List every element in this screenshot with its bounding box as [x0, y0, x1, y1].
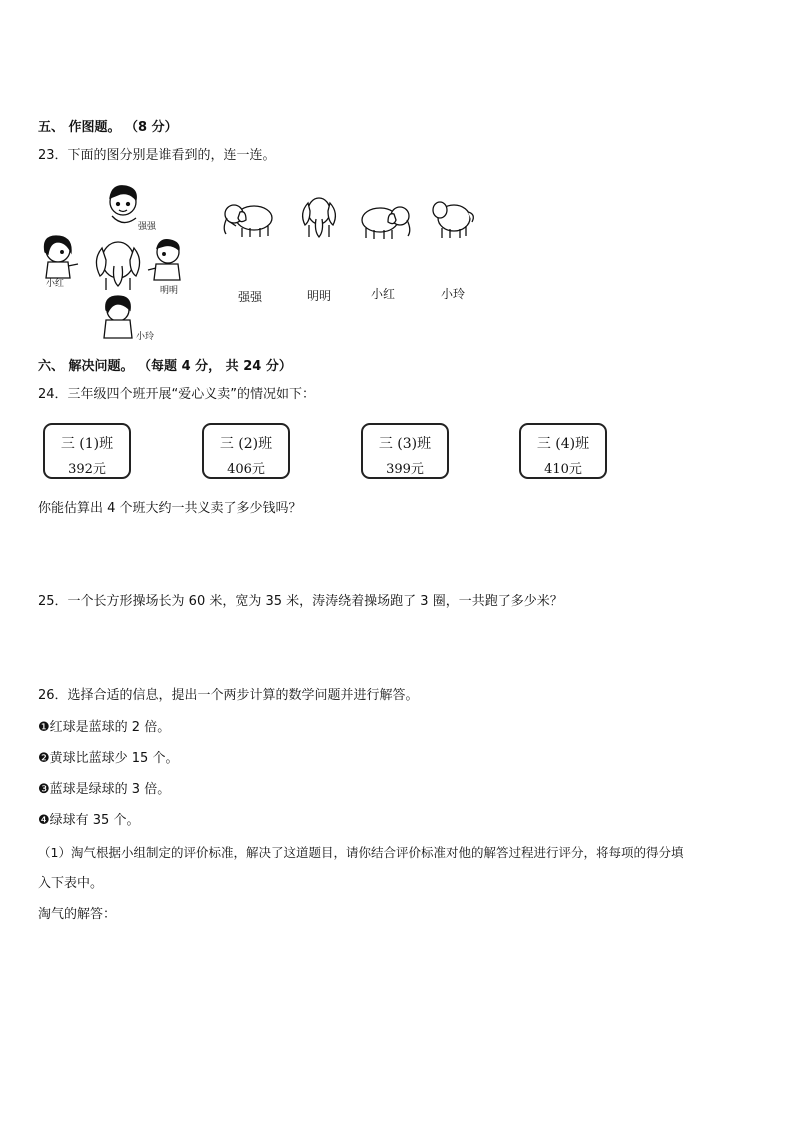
question-26: 26．选择合适的信息，提出一个两步计算的数学问题并进行解答。: [38, 688, 419, 703]
class-name: 三 (3)班: [378, 436, 432, 452]
answer-label: 淘气的解答：: [38, 907, 117, 922]
boy-qiangqiang-figure: [110, 186, 136, 223]
elephant-front-view: [299, 195, 339, 241]
girl-xiaoling-figure: [104, 296, 132, 338]
question-24-prompt: 你能估算出 4 个班大约一共义卖了多少钱吗？: [38, 501, 302, 516]
class-box-4: [519, 423, 607, 479]
info-item-3: ❸蓝球是绿球的 3 倍。: [38, 782, 171, 797]
sub-question-1-line1: （1）淘气根据小组制定的评价标准，解决了这道题目，请你结合评价标准对他的解答过程进行评分，将每项的得分填: [38, 845, 684, 860]
question-23: 23．下面的图分别是谁看到的，连一连。: [38, 148, 276, 163]
view-label-4: 小玲: [441, 287, 466, 301]
class-name: 三 (1)班: [60, 436, 114, 452]
label-qiangqiang: 强强: [138, 222, 157, 232]
girl-xiaohong-figure: [44, 236, 78, 278]
question-25: 25．一个长方形操场长为 60 米，宽为 35 米，涛涛绕着操场跑了 3 圈，一共跑了多少米？: [38, 594, 563, 609]
elephant-center-figure: [96, 242, 139, 290]
class-amount: 392元: [68, 462, 106, 477]
question-24: 24．三年级四个班开展“爱心义卖”的情况如下：: [38, 387, 316, 402]
class-amount: 410元: [544, 462, 582, 477]
info-item-4: ❹绿球有 35 个。: [38, 813, 140, 828]
class-box-3: [361, 423, 449, 479]
label-xiaohong: 小红: [46, 279, 65, 289]
class-name: 三 (4)班: [536, 436, 590, 452]
class-amount: 399元: [386, 462, 424, 477]
class-name: 三 (2)班: [219, 436, 273, 452]
class-box-2: [202, 423, 290, 479]
info-item-1: ❶红球是蓝球的 2 倍。: [38, 720, 171, 735]
observer-scene-illustration: [40, 180, 210, 345]
info-item-2: ❷黄球比蓝球少 15 个。: [38, 751, 179, 766]
label-xiaoling: 小玲: [136, 332, 155, 342]
view-label-2: 明明: [307, 289, 332, 303]
class-box-1: [43, 423, 131, 479]
section6-heading: 六、 解决问题。 （每题 4 分， 共 24 分）: [38, 359, 292, 374]
view-label-3: 小红: [371, 287, 396, 301]
elephant-side-view-1: [222, 200, 274, 240]
view-label-1: 强强: [238, 290, 263, 304]
class-amount: 406元: [227, 462, 265, 477]
label-mingming: 明明: [160, 286, 179, 296]
sub-question-1-line2: 入下表中。: [38, 876, 104, 891]
boy-mingming-figure: [148, 240, 180, 280]
elephant-back-view: [430, 198, 476, 240]
section5-heading: 五、 作图题。 （8 分）: [38, 120, 178, 135]
elephant-side-view-2: [360, 202, 412, 240]
